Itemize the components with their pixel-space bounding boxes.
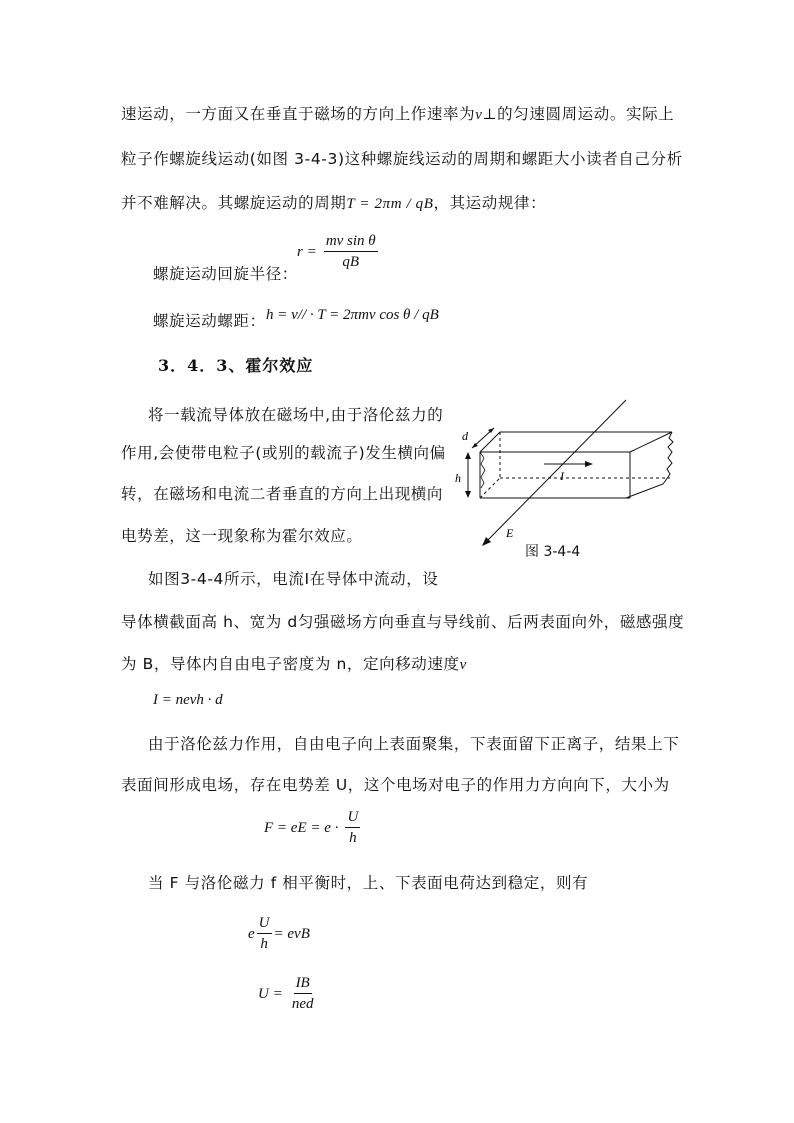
- current-formula: I = nevh · d: [153, 692, 223, 708]
- figure-label-i: I: [560, 469, 564, 483]
- paragraph-line: 当 F 与洛伦磁力 f 相平衡时，上、下表面电荷达到稳定，则有: [148, 874, 589, 892]
- paragraph-line: 速运动，一方面又在垂直于磁场的方向上作速率为v⊥的匀速圆周运动。实际上: [121, 105, 675, 123]
- figure-label-e: E: [506, 526, 514, 540]
- paragraph-line: 由于洛伦兹力作用，自由电子向上表面聚集，下表面留下正离子，结果上下: [148, 735, 680, 753]
- period-formula: T = 2πm / qB: [346, 196, 434, 212]
- paragraph-line: 转，在磁场和电流二者垂直的方向上出现横向: [121, 485, 444, 503]
- paragraph-line: 电势差，这一现象称为霍尔效应。: [121, 527, 363, 545]
- voltage-formula: U = $\frac{IB}{\text{ned}}$: [258, 975, 314, 1012]
- paragraph-line: 为 B，导体内自由电子密度为 n，定向移动速度v: [121, 655, 467, 673]
- paragraph-line: 如图3-4-4所示，电流I在导体中流动，设: [148, 570, 439, 588]
- paragraph-line: 作用,会使带电粒子(或别的载流子)发生横向偏: [121, 444, 446, 462]
- paragraph-line: 将一载流导体放在磁场中,由于洛伦兹力的: [148, 406, 444, 424]
- figure-label-h: h: [455, 471, 461, 485]
- section-heading: 3．4．3、霍尔效应: [158, 356, 314, 375]
- balance-formula: e $\frac{U}{h}$ = evB: [248, 915, 310, 952]
- figure-caption: 图 3-4-4: [525, 544, 581, 560]
- v-perp-symbol: v⊥: [475, 107, 498, 123]
- radius-formula: r = $\frac{\text{mv sin θ}}{qB}$: [297, 233, 376, 270]
- paragraph-line: 并不难解决。其螺旋运动的周期T = 2πm / qB，其运动规律：: [121, 194, 547, 212]
- force-formula: F = eE = e · $\frac{U}{h}$: [264, 809, 359, 846]
- paragraph-line: 导体横截面高 h、宽为 d匀强磁场方向垂直与导线前、后两表面向外，磁感强度: [121, 613, 685, 631]
- radius-label: 螺旋运动回旋半径：: [153, 265, 298, 283]
- pitch-formula: h = v// · T = 2πmv cos θ / qB: [266, 307, 439, 323]
- figure-label-d: d: [462, 429, 468, 443]
- pitch-label: 螺旋运动螺距：: [153, 312, 266, 330]
- v-symbol: v: [459, 657, 467, 673]
- paragraph-line: 表面间形成电场，存在电势差 U，这个电场对电子的作用力方向向下，大小为: [121, 776, 670, 794]
- hall-effect-figure: [450, 390, 690, 550]
- paragraph-line: 粒子作螺旋线运动(如图 3-4-3)这种螺旋线运动的周期和螺距大小读者自己分析: [121, 150, 683, 168]
